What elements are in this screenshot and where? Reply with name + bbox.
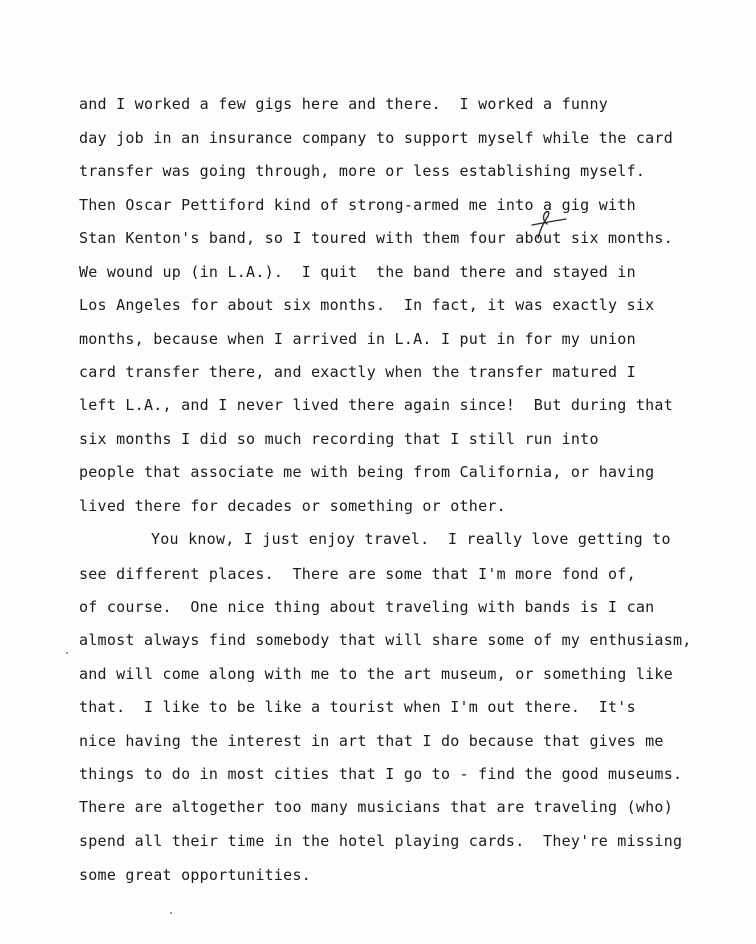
text-line: Then Oscar Pettiford kind of strong-armed me into a gig with <box>79 196 636 214</box>
text-line: nice having the interest in art that I do because that gives me <box>79 732 664 750</box>
text-line: lived there for decades or something or other. <box>79 497 506 515</box>
text-line: things to do in most cities that I go to - find the good museums. <box>79 765 683 783</box>
text-line: day job in an insurance company to support myself while the card <box>79 129 673 147</box>
text-line: We wound up (in L.A.). I quit the band there and stayed in <box>79 263 636 281</box>
text-line: transfer was going through, more or less establishing myself. <box>79 162 646 180</box>
handwritten-correction-mark <box>528 206 572 242</box>
scan-speck <box>170 912 172 914</box>
text-line: and will come along with me to the art museum, or something like <box>79 665 673 683</box>
scan-speck <box>66 652 68 654</box>
text-line: card transfer there, and exactly when the transfer matured I <box>79 363 636 381</box>
text-line: You know, I just enjoy travel. I really love getting to <box>151 530 671 548</box>
text-line: and I worked a few gigs here and there. I worked a funny <box>79 95 609 113</box>
text-line: There are altogether too many musicians that are traveling (who) <box>79 798 673 816</box>
text-line: that. I like to be like a tourist when I'm out there. It's <box>79 698 636 716</box>
text-line: left L.A., and I never lived there again since! But during that <box>79 396 673 414</box>
text-line: almost always find somebody that will share some of my enthusiasm, <box>79 631 692 649</box>
text-line: Stan Kenton's band, so I toured with them four about six months. <box>79 229 673 247</box>
text-line: see different places. There are some that I'm more fond of, <box>79 565 636 583</box>
text-line: months, because when I arrived in L.A. I put in for my union <box>79 330 636 348</box>
text-line: spend all their time in the hotel playing cards. They're missing <box>79 832 683 850</box>
text-line: six months I did so much recording that I still run into <box>79 430 599 448</box>
text-line: Los Angeles for about six months. In fact, it was exactly six <box>79 296 655 314</box>
text-line: some great opportunities. <box>79 866 312 884</box>
text-line: of course. One nice thing about traveling with bands is I can <box>79 598 655 616</box>
text-line: people that associate me with being from California, or having <box>79 463 655 481</box>
